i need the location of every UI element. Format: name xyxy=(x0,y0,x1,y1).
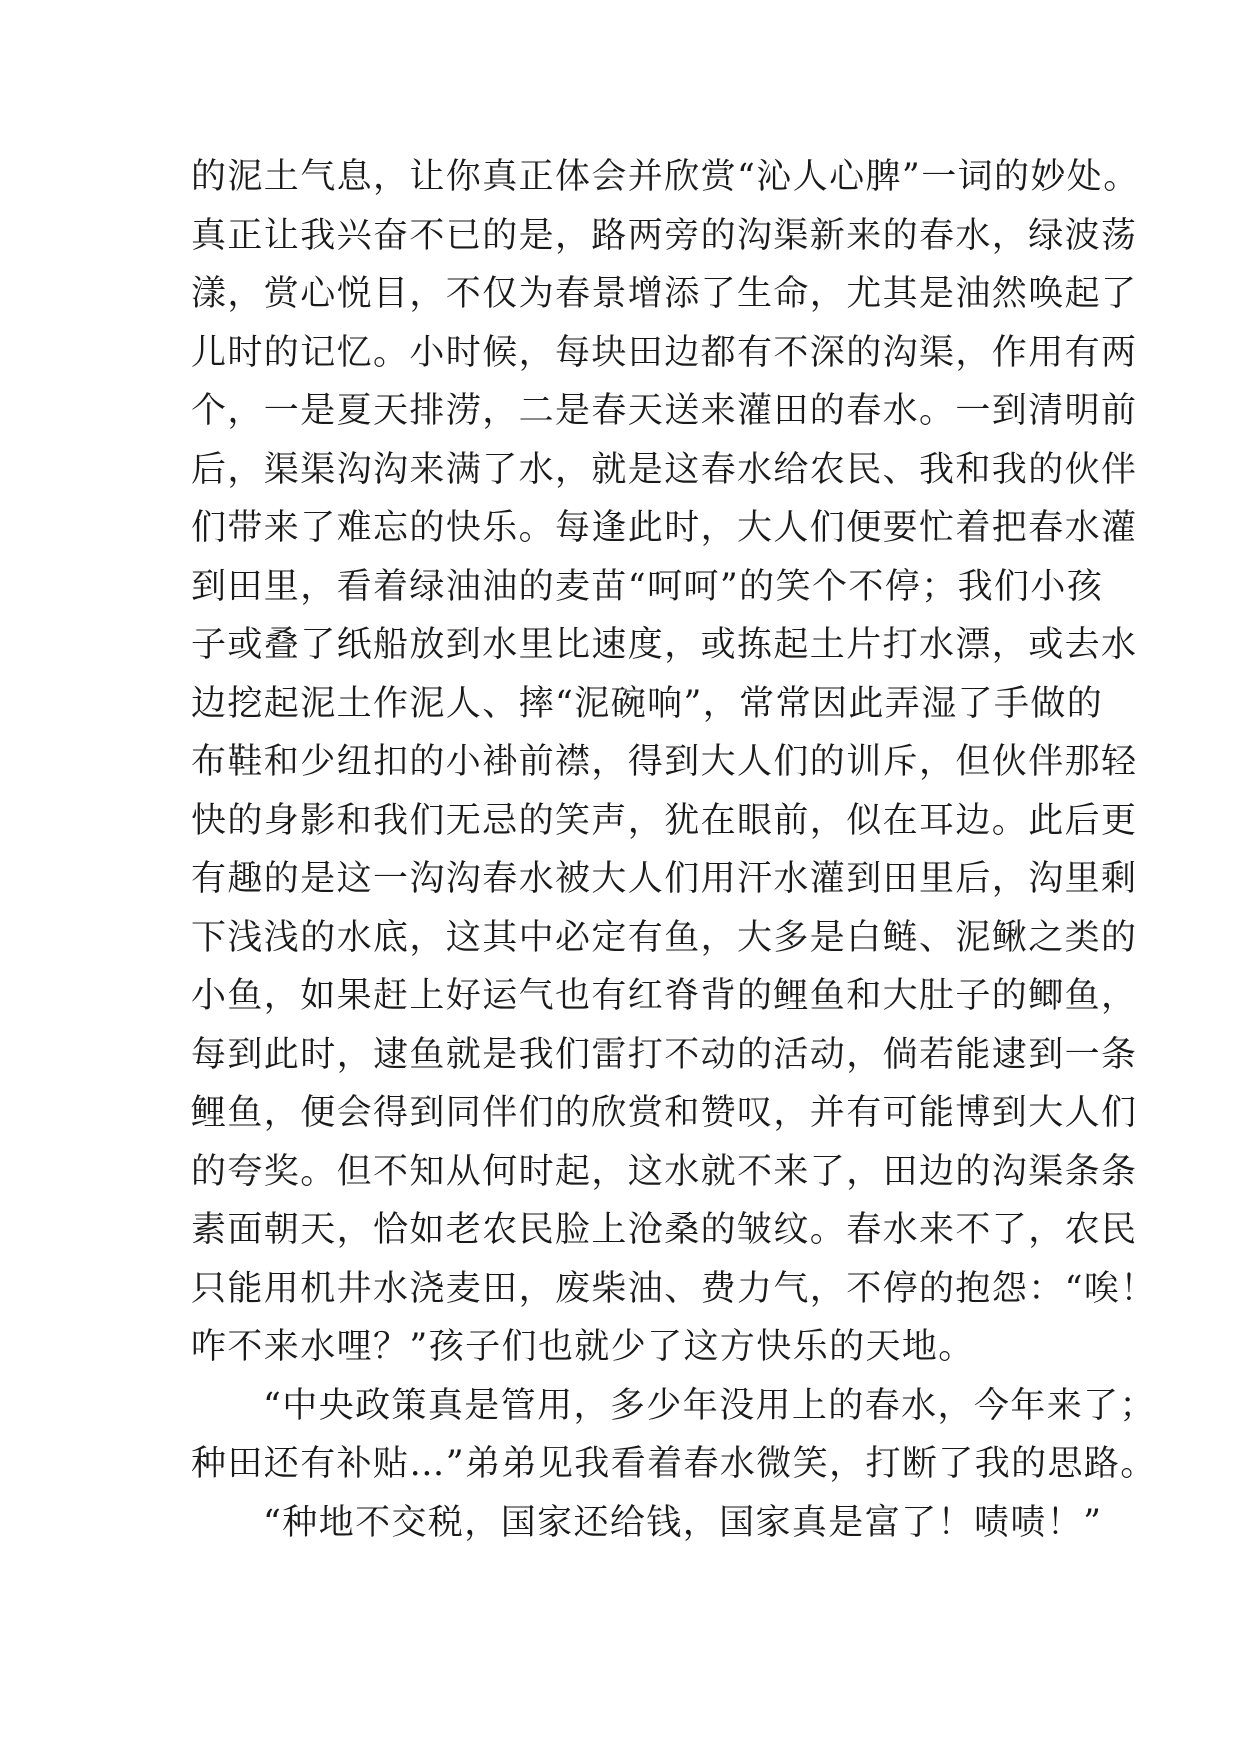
text-line: 儿时的记忆。小时候，每块田边都有不深的沟渠，作用有两 xyxy=(191,332,1138,373)
text-line: 有趣的是这一沟沟春水被大人们用汗水灌到田里后，沟里剩 xyxy=(191,859,1138,899)
text-line: “中央政策真是管用，多少年没用上的春水，今年来了； xyxy=(263,1385,1156,1426)
text-line: “种地不交税，国家还给钱，国家真是富了！啧啧！” xyxy=(263,1502,1103,1543)
text-line: 每到此时，逮鱼就是我们雷打不动的活动，倘若能逮到一条 xyxy=(191,1034,1138,1075)
text-line: 个，一是夏天排涝，二是春天送来灌田的春水。一到清明前 xyxy=(191,391,1138,431)
text-line: 边挖起泥土作泥人、摔“泥碗响”，常常因此弄湿了手做的 xyxy=(191,683,1104,724)
text-line: 咋不来水哩？”孩子们也就少了这方快乐的天地。 xyxy=(191,1327,975,1367)
text-line: 鲤鱼，便会得到同伴们的欣赏和赞叹，并有可能博到大人们 xyxy=(191,1093,1138,1133)
text-line: 布鞋和少纽扣的小褂前襟，得到大人们的训斥，但伙伴那轻 xyxy=(191,742,1138,782)
text-line: 下浅浅的水底，这其中必定有鱼，大多是白鲢、泥鳅之类的 xyxy=(191,917,1138,958)
text-line: 种田还有补贴…”弟弟见我看着春水微笑，打断了我的思路。 xyxy=(191,1444,1157,1484)
text-line: 快的身影和我们无忌的笑声，犹在眼前，似在耳边。此后更 xyxy=(191,800,1138,841)
text-line: 真正让我兴奋不已的是，路两旁的沟渠新来的春水，绿波荡 xyxy=(191,215,1138,256)
body-text xyxy=(191,148,1157,1552)
text-line: 子或叠了纸船放到水里比速度，或拣起土片打水漂，或去水 xyxy=(191,625,1138,665)
text-line: 们带来了难忘的快乐。每逢此时，大人们便要忙着把春水灌 xyxy=(191,508,1138,548)
text-line: 的夸奖。但不知从何时起，这水就不来了，田边的沟渠条条 xyxy=(191,1151,1138,1192)
text-line: 小鱼，如果赶上好运气也有红脊背的鲤鱼和大肚子的鲫鱼， xyxy=(191,976,1138,1016)
text-line: 后，渠渠沟沟来满了水，就是这春水给农民、我和我的伙伴 xyxy=(191,449,1138,490)
text-line: 到田里，看着绿油油的麦苗“呵呵”的笑个不停；我们小孩 xyxy=(191,566,1104,607)
text-line: 素面朝天，恰如老农民脸上沧桑的皱纹。春水来不了，农民 xyxy=(191,1210,1138,1250)
text-line: 的泥土气息，让你真正体会并欣赏“沁人心脾”一词的妙处。 xyxy=(191,157,1140,197)
text-line: 只能用机井水浇麦田，废柴油、费力气，不停的抱怨：“唉！ xyxy=(191,1268,1157,1309)
text-line: 漾，赏心悦目，不仅为春景增添了生命，尤其是油然唤起了 xyxy=(191,274,1138,314)
